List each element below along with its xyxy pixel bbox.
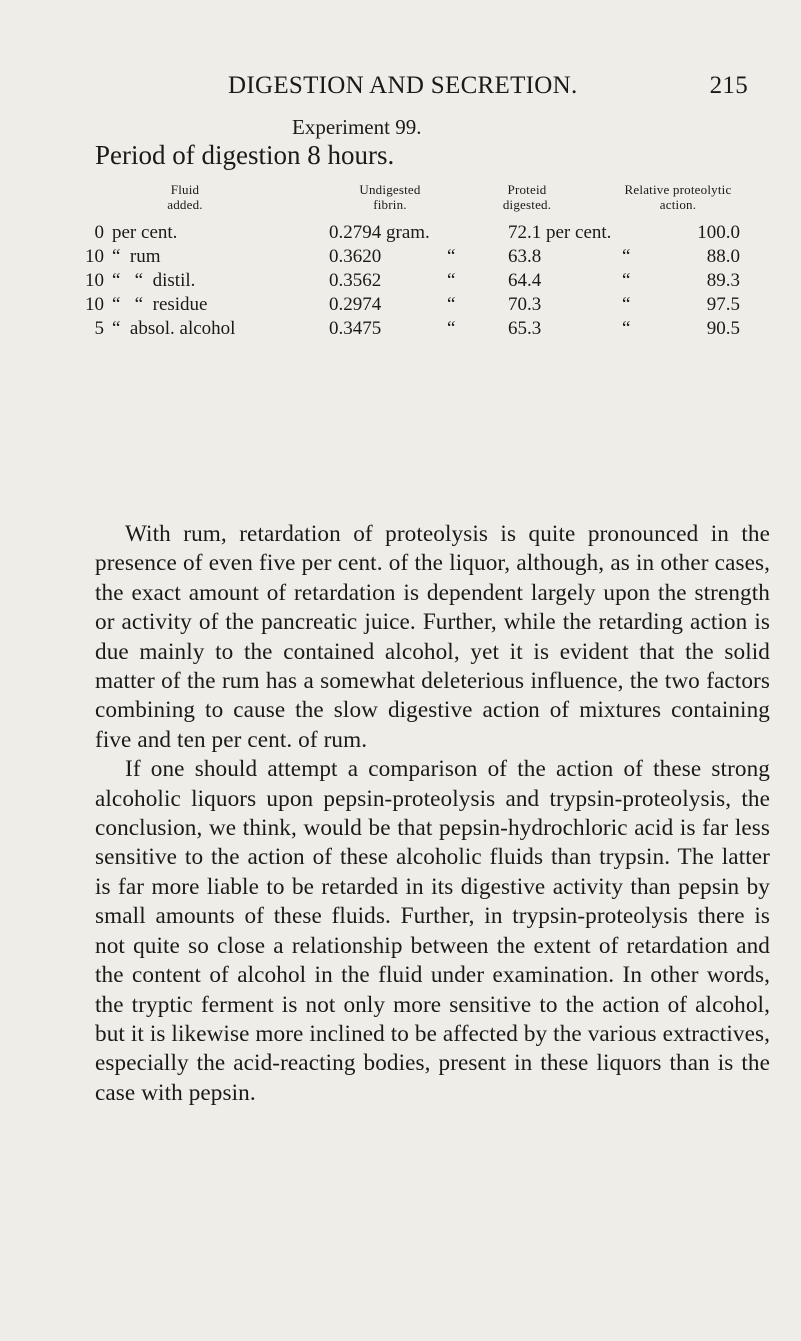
ditto-mark: “ <box>447 246 456 267</box>
proteid-digested: 65.3 <box>508 318 542 339</box>
fluid-description: “ absol. alcohol <box>112 318 236 339</box>
body-text <box>95 520 770 1108</box>
table-row <box>0 318 801 342</box>
ditto-mark: “ <box>622 294 631 315</box>
undigested-fibrin: 0.3620 <box>329 246 382 267</box>
table-row <box>0 294 801 318</box>
paragraph: If one should attempt a comparison of the action of these strong alcoholic liquors upon pepsin-proteolysis and trypsin-proteolysis, the conclusion, we think, would be that pepsin-hydrochloric acid is far less sensitive to the action of these alcoholic fluids than trypsin. The latter is far more liable to be retarded in its digestive activity than pepsin by small amounts of these fluids. Further, in trypsin-proteolysis there is not quite so close a relationship between the extent of retardation and the content of alcohol in the fluid under examination. In other words, the tryptic ferment is not only more sensitive to the action of alcohol, but it is likewise more inclined to be affected by the various extractives, especially the acid-reacting bodies, present in these liquors than is the case with pepsin. <box>95 756 770 1106</box>
proteid-digested: 63.8 <box>508 246 542 267</box>
undigested-fibrin: 0.3562 <box>329 270 382 291</box>
relative-action: 88.0 <box>706 246 740 267</box>
ditto-mark: “ <box>447 294 456 315</box>
relative-action: 90.5 <box>706 318 740 339</box>
page-number: 215 <box>709 72 748 99</box>
fluid-amount: 10 <box>85 246 104 267</box>
ditto-mark: “ <box>622 246 631 267</box>
relative-action: 97.5 <box>706 294 740 315</box>
relative-action: 100.0 <box>697 222 740 243</box>
proteid-digested: 72.1 per cent. <box>508 222 612 243</box>
header-proteid-digested: Proteid digested. <box>502 182 552 212</box>
table-row <box>0 270 801 294</box>
fluid-description: “ “ distil. <box>112 270 196 291</box>
ditto-mark: “ <box>622 270 631 291</box>
fluid-amount: 0 <box>94 222 104 243</box>
relative-action: 89.3 <box>706 270 740 291</box>
experiment-title: Experiment 99. <box>292 115 422 139</box>
ditto-mark: “ <box>447 318 456 339</box>
ditto-mark: “ <box>622 318 631 339</box>
proteid-digested: 64.4 <box>508 270 542 291</box>
ditto-mark: “ <box>447 270 456 291</box>
table-row <box>0 246 801 270</box>
paragraph: With rum, retardation of proteolysis is quite pronounced in the presence of even five per cent. of the liquor, although, as in other cases, the exact amount of retardation is dependent largely upon the strength or activity of the pancreatic juice. Further, while the retarding action is due mainly to the contained alcohol, yet it is evident that the solid matter of the rum has a somewhat deleterious influence, the two factors combining to cause the slow digestive action of mixtures containing five and ten per cent. of rum. <box>95 521 770 753</box>
undigested-fibrin: 0.2794 gram. <box>329 222 430 243</box>
header-undigested-fibrin: Undigested fibrin. <box>359 182 421 212</box>
undigested-fibrin: 0.2974 <box>329 294 382 315</box>
fluid-amount: 10 <box>85 270 104 291</box>
header-fluid-added: Fluid added. <box>167 182 203 212</box>
header-relative-action: Relative proteolytic action. <box>624 182 732 212</box>
fluid-description: “ “ residue <box>112 294 208 315</box>
fluid-amount: 5 <box>94 318 104 339</box>
undigested-fibrin: 0.3475 <box>329 318 382 339</box>
table-row <box>0 222 801 246</box>
period-heading: Period of digestion 8 hours. <box>95 140 395 170</box>
fluid-description: per cent. <box>112 222 178 243</box>
proteid-digested: 70.3 <box>508 294 542 315</box>
running-head <box>228 72 748 106</box>
running-head-title: DIGESTION AND SECRETION. <box>228 72 578 99</box>
fluid-description: “ rum <box>112 246 161 267</box>
fluid-amount: 10 <box>85 294 104 315</box>
